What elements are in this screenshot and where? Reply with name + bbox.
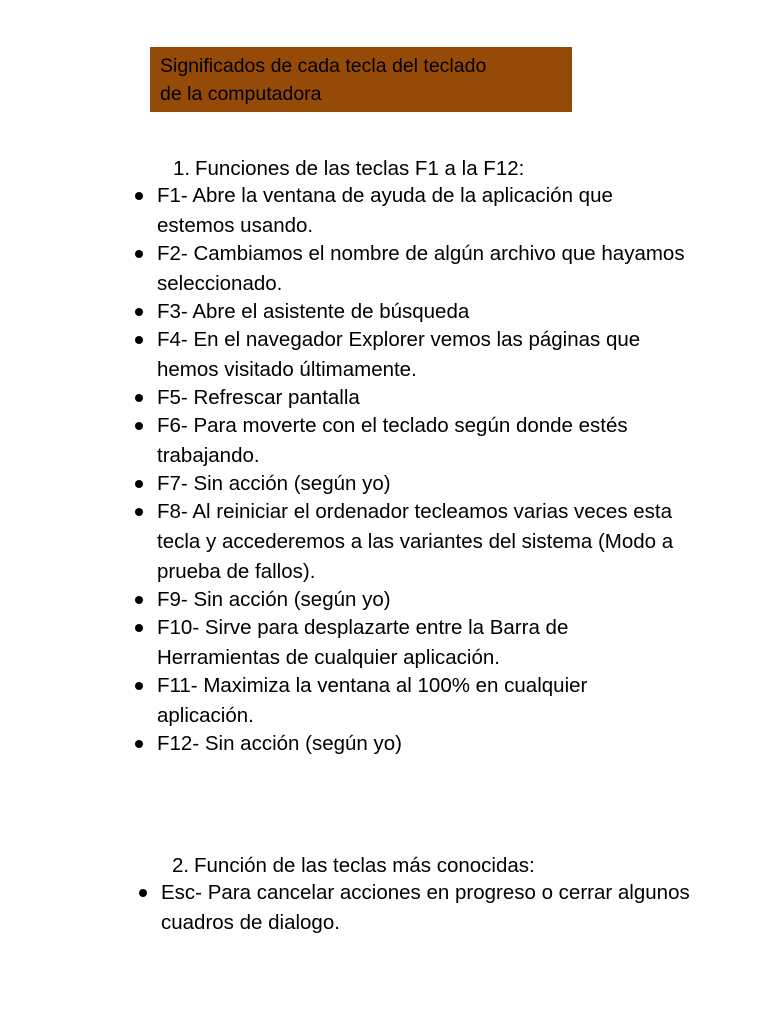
title-line-1: Significados de cada tecla del teclado <box>160 55 487 77</box>
bullet-icon <box>135 740 143 748</box>
list-item-text: Esc- Para cancelar acciones en progreso o cerrar algunos cuadros de dialogo. <box>161 881 690 934</box>
section-2-heading-text: Función de las teclas más conocidas: <box>194 854 535 877</box>
list-item-text: F11- Maximiza la ventana al 100% en cualquier aplicación. <box>157 674 588 727</box>
bullet-icon <box>139 889 147 897</box>
list-item <box>157 497 687 587</box>
list-item <box>157 671 687 731</box>
section-1-heading-text: Funciones de las teclas F1 a la F12: <box>195 157 525 180</box>
section-1-list <box>157 181 687 757</box>
list-item <box>161 878 701 938</box>
list-item-text: F3- Abre el asistente de búsqueda <box>157 300 470 323</box>
list-item <box>157 613 687 673</box>
list-item <box>157 297 687 327</box>
list-item-text: F12- Sin acción (según yo) <box>157 732 402 755</box>
title-box <box>150 47 572 112</box>
list-item <box>157 585 687 615</box>
list-item <box>157 239 687 299</box>
section-2-heading <box>172 851 535 880</box>
title-line-2: de la computadora <box>160 83 322 105</box>
list-item-text: F8- Al reiniciar el ordenador tecleamos varias veces esta tecla y accederemos a las variantes del sistema (Modo a prueba de fallos). <box>157 500 674 583</box>
list-item-text: F5- Refrescar pantalla <box>157 386 360 409</box>
bullet-icon <box>135 596 143 604</box>
list-item-text: F4- En el navegador Explorer vemos las páginas que hemos visitado últimamente. <box>157 328 641 381</box>
bullet-icon <box>135 508 143 516</box>
list-item-text: F6- Para moverte con el teclado según donde estés trabajando. <box>157 414 628 467</box>
list-item <box>157 383 687 413</box>
bullet-icon <box>135 624 143 632</box>
list-item <box>157 181 687 241</box>
bullet-icon <box>135 336 143 344</box>
section-1-number: 1. <box>173 157 191 180</box>
section-2-number: 2. <box>172 854 190 877</box>
list-item-text: F1- Abre la ventana de ayuda de la aplicación que estemos usando. <box>157 184 613 237</box>
bullet-icon <box>135 192 143 200</box>
list-item <box>157 729 687 759</box>
bullet-icon <box>135 394 143 402</box>
list-item <box>157 469 687 499</box>
list-item-text: F7- Sin acción (según yo) <box>157 472 391 495</box>
list-item-text: F2- Cambiamos el nombre de algún archivo que hayamos seleccionado. <box>157 242 685 295</box>
list-item-text: F10- Sirve para desplazarte entre la Barra de Herramientas de cualquier aplicación. <box>157 616 569 669</box>
section-1-heading <box>173 154 524 183</box>
list-item <box>157 325 687 385</box>
list-item <box>157 411 687 471</box>
section-2-list <box>161 878 701 936</box>
list-item-text: F9- Sin acción (según yo) <box>157 588 391 611</box>
bullet-icon <box>135 480 143 488</box>
bullet-icon <box>135 308 143 316</box>
bullet-icon <box>135 682 143 690</box>
bullet-icon <box>135 250 143 258</box>
bullet-icon <box>135 422 143 430</box>
